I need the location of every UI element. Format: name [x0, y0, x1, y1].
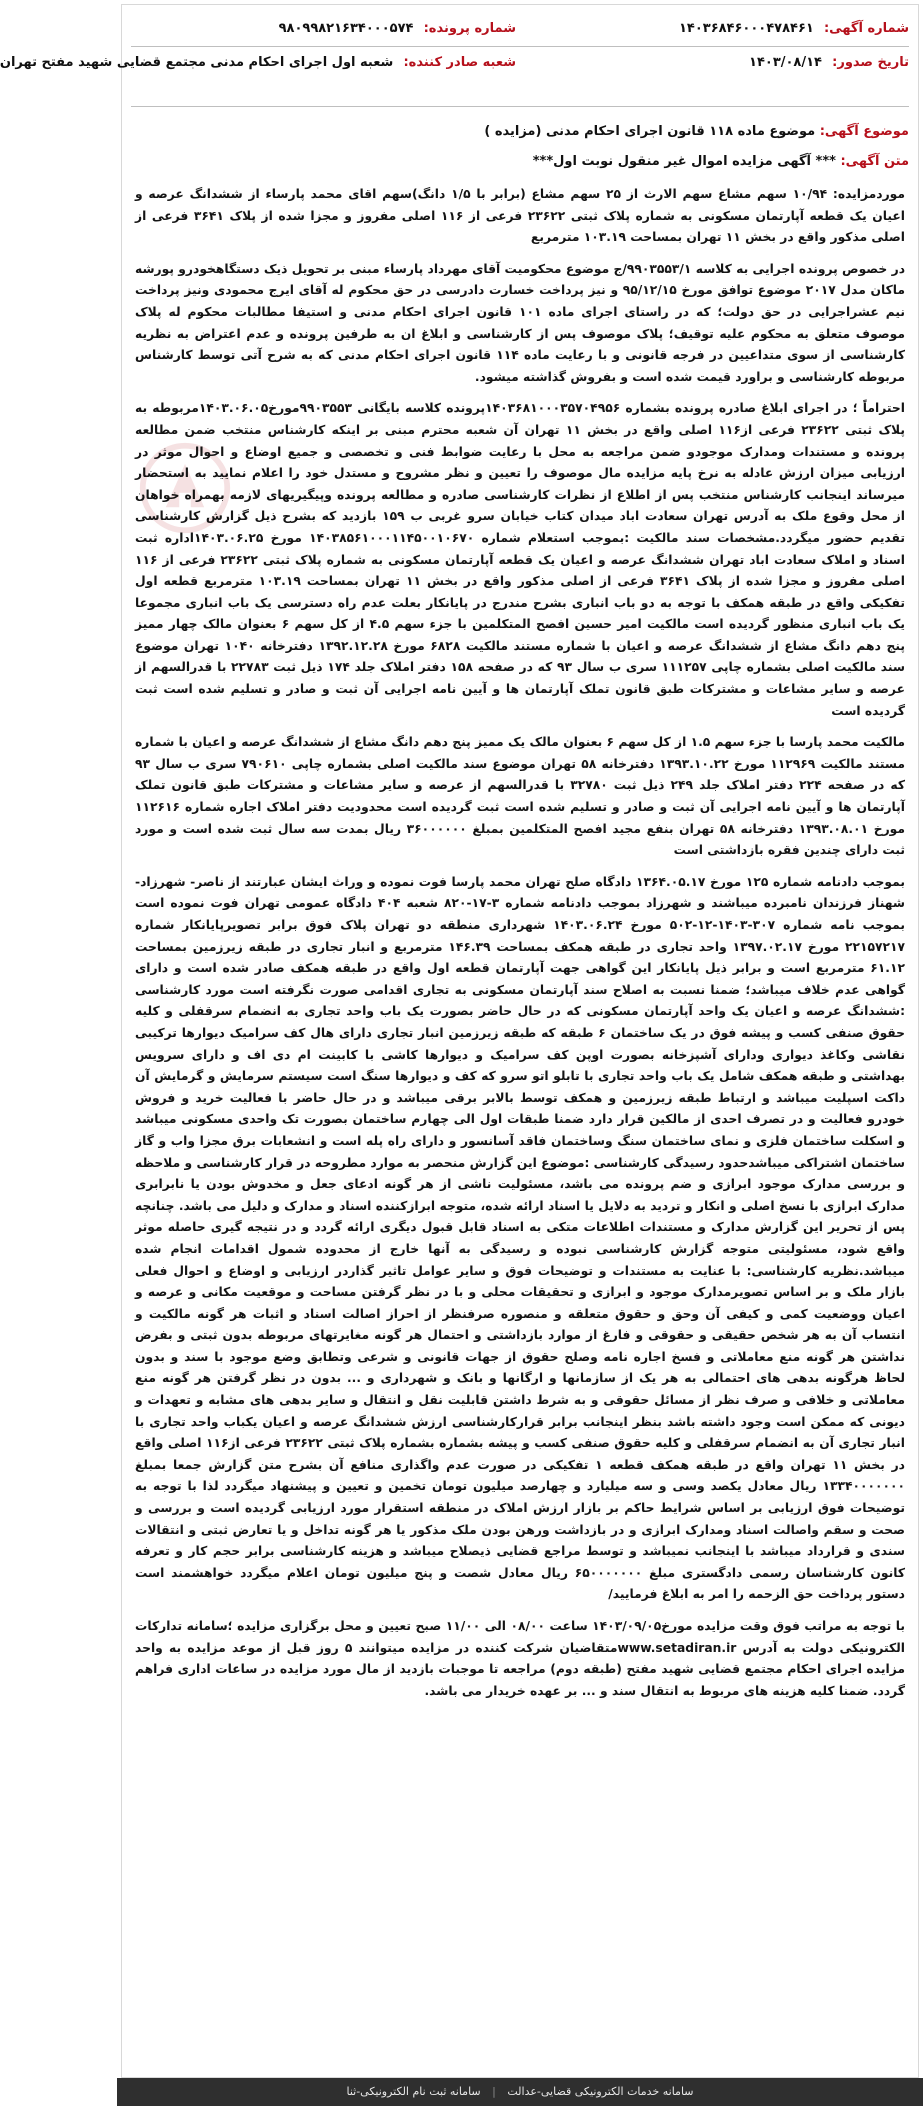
subject-text: موضوع ماده ۱۱۸ قانون اجرای احکام مدنی (مزایده ): [484, 124, 816, 139]
footer-link-adalat[interactable]: سامانه خدمات الکترونیکی قضایی-عدالت: [507, 2085, 694, 2098]
case-number-label: شماره پرونده:: [423, 21, 516, 36]
text-label: متن آگهی:: [840, 154, 909, 169]
issuer-label: شعبه صادر کننده:: [403, 55, 516, 70]
footer-bar: [117, 2078, 923, 2106]
paragraph-ownership: مالکیت محمد پارسا با جزء سهم ۱.۵ از کل سهم ۶ بعنوان مالک یک ممیز پنج دهم دانگ مشاع از ششدانگ عرصه و اعیان با شماره مستند مالکیت ۱۱۲۹۶۹ مورخ ۱۳۹۳.۱۰.۲۲ دفترخانه ۵۸ تهران موضوع سند مالکیت اصلی بشماره چاپی ۷۹۰۶۱۰ سری ب سال ۹۳ که در صفحه ۲۲۴ دفتر املاک جلد ۲۴۹ ذیل ثبت ۳۲۷۸۰ با قدرالسهم از عرصه و سایر مشاعات و مشترکات طبق قانون تملک آپارتمان ها و آیین نامه اجرایی آن ثبت و صادر و تسلیم شده است ثبت گردیده است محدودیت دفتر املاک اجاره شماره ۱۱۲۶۱۶ مورخ ۱۳۹۳.۰۸.۰۱ دفترخانه ۵۸ تهران بنفع مجید افصح المتکلمین بمبلغ ۳۶۰۰۰۰۰۰ ریال بمدت سه سال ثبت شده است و مورد ثبت دارای چندین فقره بازداشتی است: [135, 735, 906, 858]
ad-number: [519, 18, 909, 40]
text-title-line: [131, 154, 909, 169]
paragraph-expert-report: احتراماً ؛ در اجرای ابلاغ صادره پرونده بشماره ۱۴۰۳۶۸۱۰۰۰۳۵۷۰۴۹۵۶پرونده کلاسه بایگانی ۹۹۰۳۵۵۳مورخ۱۴۰۳.۰۶.۰۵مربوطه به پلاک ثبتی ۲۳۶۲۲ فرعی از۱۱۶ اصلی واقع در بخش ۱۱ تهران آن شعبه محترم مبنی بر اینکه کارشناس منتخب ضمن مطالعه پرونده و مستندات ومدارک موجودو ضمن مراجعه به محل با رعایت ضوابط فنی و تخصصی و جمیع اوضاع و احوال موثر در ارزیابی میزان ارزش عادله به نرخ پایه مزایده مال موصوف را تعیین و نظر مشروح و مستدل خود را اعلام نمایید به استحضار میرساند اینجانب کارشناس منتخب پس از اطلاع از نظرات کارشناسی صادره و مطالعه پرونده وپیگیریهای لازمه بهمراه خواهان از محل وقوع ملک به آدرس تهران سعادت اباد میدان کتاب خیابان سرو غربی ب ۱۵۹ بازدید که بشرح ذیل گزارش کارشناسی تقدیم حضور میگردد.مشخصات سند مالکیت :بموجب استعلام شماره ۱۴۰۳۸۵۶۱۰۰۰۱۱۴۵۰۰۱۰۶۷۰ مورخ ۱۴۰۳.۰۶.۲۵اداره ثبت اسناد و املاک سعادت اباد تهران ششدانگ عرصه و اعیان یک قطعه آپارتمان مسکونی به شماره پلاک ثبتی ۲۳۶۲۲ فرعی از ۱۱۶ اصلی مفروز و مجزا شده از پلاک ۳۶۴۱ فرعی از اصلی مذکور واقع در بخش ۱۱ تهران بمساحت ۱۰۳.۱۹ مترمربع قطعه اول تفکیکی واقع در طبقه همکف با توجه به دو باب انباری بشرح مندرج در پایانکار بعلت عدم راه دسترسی یک باب انباری مجموعا یک باب انباری منظور گردیده است مالکیت امیر حسین افصح المتکلمین با جزء سهم ۴.۵ از کل سهم ۶ بعنوان مالک چهار ممیز پنج دهم دانگ مشاع از ششدانگ عرصه و اعیان با شماره مستند مالکیت ۶۸۲۸ مورخ ۱۳۹۲.۱۲.۲۸ دفترخانه ۱۰۴۰ تهران موضوع سند مالکیت اصلی بشماره چاپی ۱۱۱۲۵۷ سری ب سال ۹۳ که در صفحه ۱۵۸ دفتر املاک جلد ۱۷۴ ذیل ثبت ۲۲۷۸۳ با قدرالسهم از عرصه و سایر مشاعات و مشترکات طبق قانون تملک آپارتمان ها و آیین نامه اجرایی آن ثبت و صادر و تسلیم شده است ثبت گردیده است: [135, 401, 906, 718]
footer-link-sana[interactable]: سامانه ثبت نام الکترونیکی-ثنا: [346, 2085, 481, 2098]
case-number: [131, 18, 516, 40]
subject-label: موضوع آگهی:: [819, 124, 909, 139]
issue-date: [519, 52, 909, 74]
paragraph-auction-time: با توجه به مراتب فوق وقت مزایده مورخ۱۴۰۳/۰۹/۰۵ ساعت ۰۸/۰۰ الی ۱۱/۰۰ صبح تعیین و محل برگزاری مزایده ؛سامانه تدارکات الکترونیکی دولت به آدرس www.setadiran.irمتقاضیان شرکت کننده در مزایده میتوانند ۵ روز قبل از موعد مزایده به واحد مزایده اجرای احکام مجتمع قضایی شهید مفتح (طبقه دوم) مراجعه تا موجبات بازدید از مال مورد مزایده در ساعات اداری فراهم گردد. ضمنا کلیه هزینه های مربوط به انتقال سند و ... بر عهده خریدار می باشد.: [135, 1619, 906, 1698]
issue-date-label: تاریخ صدور:: [832, 55, 909, 70]
notice-body: [135, 184, 905, 1712]
paragraph-subject-item: موردمزایده: ۱۰/۹۴ سهم مشاع سهم الارث از ۲۵ سهم مشاع (برابر با ۱/۵ دانگ)سهم اقای محمد پارساء از ششدانگ عرصه و اعیان یک قطعه آپارتمان مسکونی به شماره پلاک ثبتی ۲۳۶۲۲ فرعی از ۱۱۶ اصلی مفروز و مجزا شده از پلاک ۳۶۴۱ فرعی از اصلی مذکور واقع در بخش ۱۱ تهران بمساحت ۱۰۳.۱۹ مترمربع: [135, 187, 905, 245]
issuer-value: شعبه اول اجرای احکام مدنی مجتمع قضایی شهید مفتح تهران: [0, 55, 394, 70]
ad-number-label: شماره آگهی:: [823, 21, 909, 36]
subject-line: [131, 124, 909, 139]
ad-number-value: ۱۴۰۳۶۸۴۶۰۰۰۴۷۸۴۶۱: [678, 21, 814, 36]
footer-separator: |: [492, 2085, 496, 2098]
paragraph-assessment: بموجب دادنامه شماره ۱۲۵ مورخ ۱۳۶۴.۰۵.۱۷ دادگاه صلح تهران محمد پارسا فوت نموده و وراث ایشان عبارتند از ناصر- شهرزاد-شهناز فرزندان نامبرده میباشند و شهرزاد بموجب دادنامه شماره ۳-۱۷-۸۲۰ شعبه ۴۰۴ دادگاه عمومی تهران فوت نموده است بموجب نامه شماره ۳۰۷-۱۴۰۳-۱۲-۵۰۲ مورخ ۱۴۰۳.۰۶.۲۴ شهرداری منطقه دو تهران پلاک فوق برابر تصویرپایانکار شماره ۲۲۱۵۷۲۱۷ مورخ ۱۳۹۷.۰۲.۱۷ واحد تجاری در طبقه همکف بمساحت ۱۴۶.۳۹ مترمربع و انبار تجاری در طبقه زیرزمین بمساحت ۶۱.۱۲ مترمربع است و برابر ذیل پایانکار این گواهی جهت آپارتمان قطعه اول واقع در طبقه همکف صادر شده است و دارای گواهی عدم خلاف میباشد؛ ضمنا نسبت به اصلاح سند آپارتمان مسکونی به تجاری اقدامی صورت نگرفته است مورد کارشناسی :ششدانگ عرصه و اعیان یک واحد آپارتمان مسکونی که در حال حاضر بصورت یک باب واحد تجاری به انضمام سرقفلی و کلیه حقوق صنفی کسب و پیشه فوق در یک ساختمان ۶ طبقه که طبقه زیرزمین انبار تجاری دارای هال کف سرامیک دیوارها ترکیبی نقاشی وکاغذ دیواری ودارای آشپزخانه بصورت اوپن کف سرامیک و دیوارها کاشی با کابینت ام دی اف و دارای سرویس بهداشتی و طبقه همکف شامل یک باب واحد تجاری با تابلو اتو سرو که کف و دیوارها سنگ است سیستم سرمایش و گرمایش آن داکت اسپلیت میباشد و ارتباط طبقه زیرزمین و همکف توسط بالابر برقی میباشد و در حال حاضر با فعالیت خرید و فروش خودرو فعالیت و در تصرف احدی از مالکین قرار دارد ضمنا طبقات اول الی چهارم ساختمان بصورت تک واحدی مسکونی میباشد و اسکلت ساختمان فلزی و نمای ساختمان سنگ وساختمان فاقد آسانسور و دارای راه پله است و انشعابات برق مجزا واب و گاز ساختمان اشتراکی میباشدحدود رسیدگی کارشناسی :موضوع این گزارش منحصر به موارد مطروحه در قرار کارشناسی و ملاحظه و بررسی مدارک موجود ابرازی و ضم پرونده می باشد، مسئولیت ناشی از هر گونه ادعای جعل و مخدوش بودن یا نابرابری مدارک ابرازی با نسخ اصلی و انکار و تردید به دلایل یا اسناد ارائه شده، متوجه ابرازکننده اسناد و مدارک و دلیل می باشد. چنانچه پس از تحریر این گزارش مدارک و مستندات اطلاعات متکی به اسناد قابل قبول دیگری ارائه گردد و در نتیجه گیری حاصله موثر واقع شود، مسئولیتی متوجه گزارش کارشناسی نبوده و رسیدگی به آنها خارج از محدوده شمول اقدامات انجام شده میباشد.نظریه کارشناسی: با عنایت به مستندات و توضیحات فوق و سایر عوامل تاثیر گذاردر ارزیابی و اوضاع و احوال فعلی بازار ملک و بر اساس تصویرمدارک موجود و ابرازی و تحقیقات محلی و با در نظر گرفتن مساحت و موقعیت مکانی و عرصه و اعیان ووضعیت کمی و کیفی آن وحق و حقوق متعلقه و منصوره صرفنظر از احراز اصالت اسناد و اثبات هر گونه مالکیت و انتساب آن به هر شخص حقیقی و حقوقی و فارغ از موارد بازداشتی و احتمال هر گونه مغایرتهای مربوطه بدون ثبتی و بفرض نداشتن هر گونه منع معاملاتی و فسخ اجاره نامه وصلح حقوق از جهات قانونی و شرعی وتطابق وضع موجود با سند و بدون لحاظ هرگونه بدهی های احتمالی به هر یک از سازمانها و ارگانها و بانک و شهرداری و ... بدون در نظر گرفتن هر گونه منع معاملاتی و خلافی و صرف نظر از مسائل حقوقی و به شرط داشتن قابلیت نقل و انتقال و سایر بدهی های مشابه و تعهدات و دیونی که ممکن است وجود داشته باشد بنظر اینجانب برابر قرارکارشناسی ارزش ششدانگ عرصه و اعیان یکباب واحد تجاری با انبار تجاری آن به انضمام سرقفلی و کلیه حقوق صنفی کسب و پیشه بشماره بشماره پلاک ثبتی ۲۳۶۲۲ فرعی از۱۱۶ اصلی واقع در بخش ۱۱ تهران واقع در طبقه همکف قطعه ۱ تفکیکی در صورت عدم واگذاری منافع آن بشرح متن گزارش جمعا بمبلغ ۱۳۳۴۰۰۰۰۰۰۰ ریال معادل یکصد وسی و سه میلیارد و چهارصد میلیون تومان تخمین و تعیین و پیشنهاد میگردد لذا با توجه به توضیحات فوق ارزیابی بر اساس شرایط حاکم بر بازار ارزش املاک در منطقه استقرار مورد ارزیابی گردیده است و بررسی و صحت و سقم واصالت اسناد ومدارک ابرازی و در بازداشت ورهن بودن ملک مذکور یا هر گونه تداخل و یا تعارض ثبتی و انتقالات سندی و قرارداد میباشد با اینجانب نمیباشد و توسط مراجع قضایی ذیصلاح میباشد و هزینه کارشناسی برابر حجم کار و تعرفه کانون کارشناسان رسمی دادگستری مبلغ ۶۵۰۰۰۰۰۰۰ ریال معادل شصت و پنج میلیون تومان اعلام میگردد خواهشمند است دستور پرداخت حق الزحمه را امر به ابلاغ فرمایید/: [135, 874, 906, 1602]
notice-title: *** آگهی مزایده اموال غیر منقول نوبت اول***: [532, 154, 836, 169]
issuer: [0, 52, 516, 74]
paragraph-case-summary: در خصوص پرونده اجرایی به کلاسه ۹۹۰۳۵۵۳/۱/ج موضوع محکومیت آقای مهرداد پارساء مبنی بر تحویل ذیک دستگاهخودرو پورشه ماکان مدل ۲۰۱۷ موضوع توافق مورخ ۹۵/۱۲/۱۵ و نیز پرداخت خسارت دادرسی در حق محکوم له آقای ایرج محمودی ونیز پرداخت نیم عشراجرایی در حق دولت؛ که در راستای اجرای ماده ۱۰۱ قانون اجرای احکام مدنی و استیفا مطالبات محکوم له پلاک موصوف متعلق به محکوم علیه توقیف؛ پلاک موصوف پس از کارشناسی و ابلاغ ان به طرفین پرونده و عدم اعتراض به نظریه کارشناسی از سوی متداعیین در فرجه قانونی و با رعایت ماده ۱۱۴ قانون اجرای احکام مدنی که به شرح آتی توسط کارشناس مربوطه کارشناسی و براورد قیمت شده است و بفروش گذاشته میشود.: [135, 261, 906, 384]
header-divider: [131, 46, 909, 47]
header-row-1: [131, 18, 909, 40]
issue-date-value: ۱۴۰۳/۰۸/۱۴: [749, 55, 822, 70]
header-divider-2: [131, 106, 909, 107]
case-number-value: ۹۸۰۹۹۸۲۱۶۳۴۰۰۰۵۷۴: [278, 21, 414, 36]
header-row-2: [0, 52, 909, 74]
